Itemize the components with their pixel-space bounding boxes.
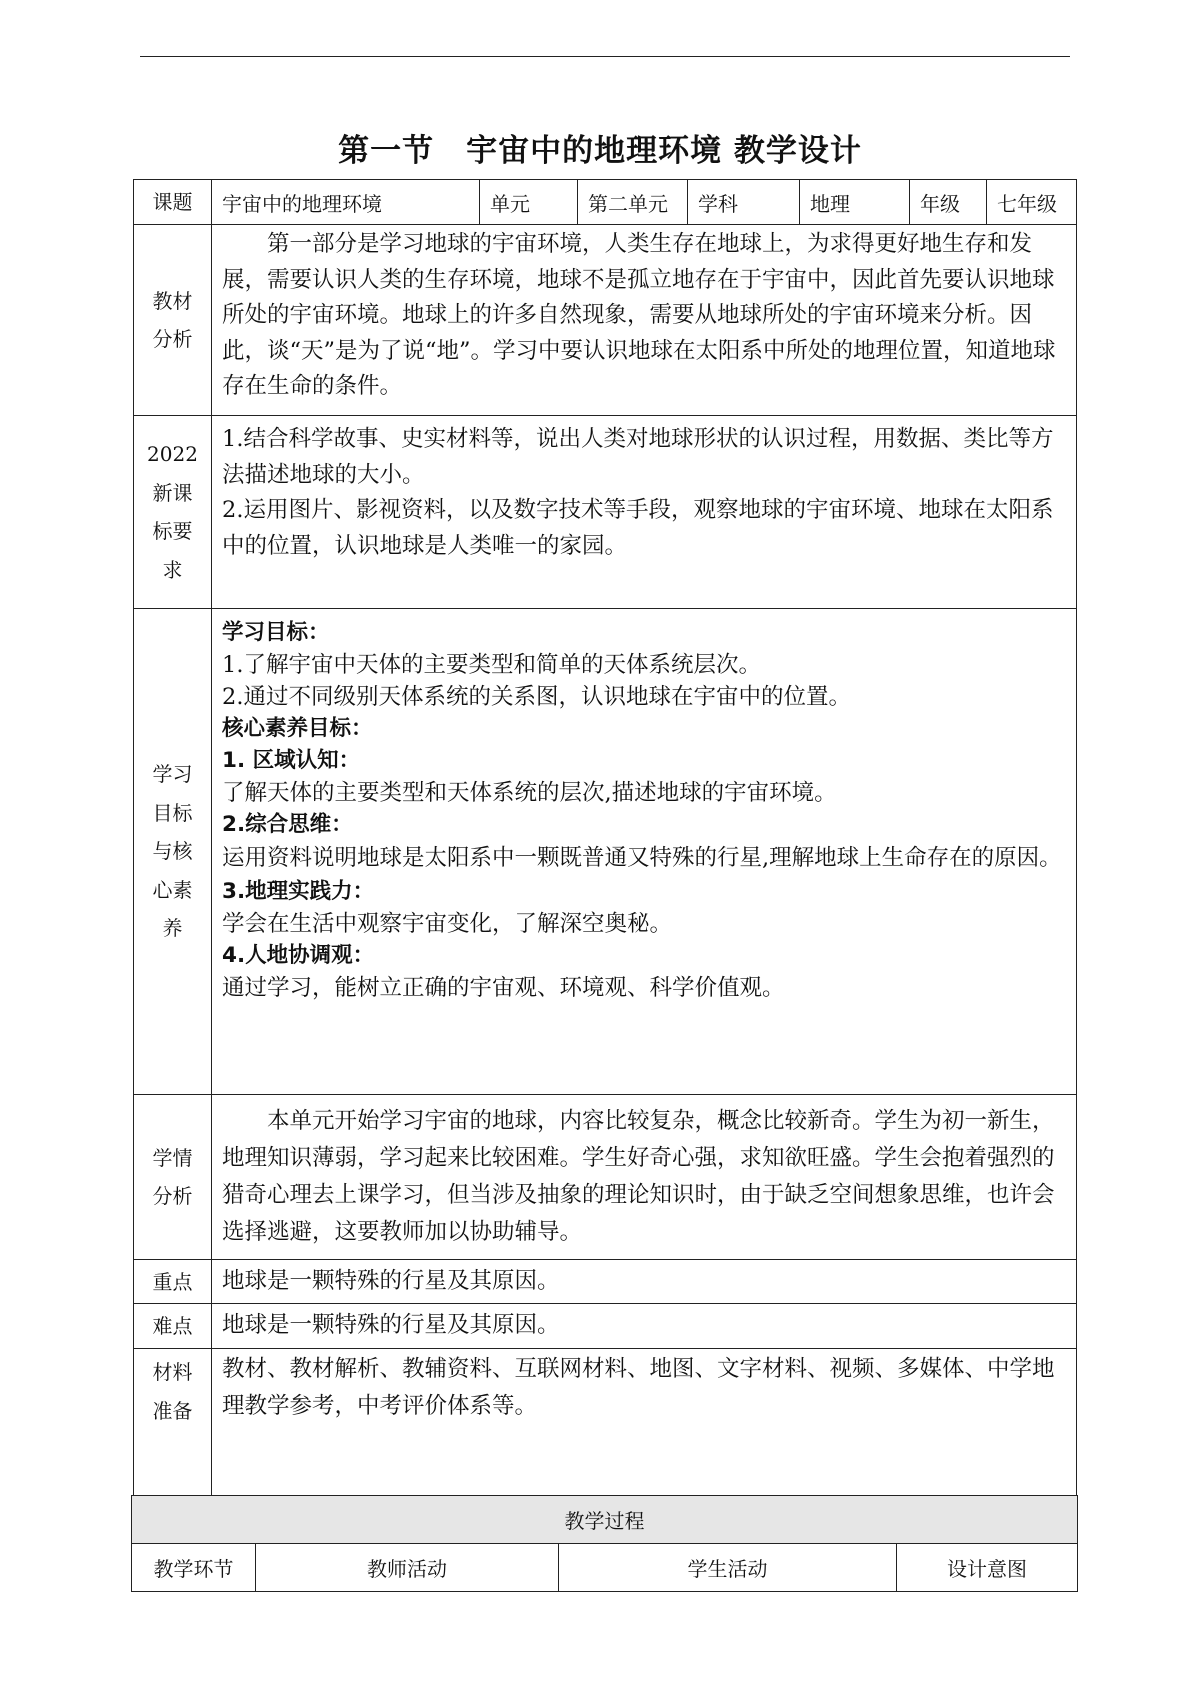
- unit-label: 单元: [480, 180, 578, 225]
- core-item-heading: 4.人地协调观：: [222, 943, 375, 968]
- process-header-stage: 教学环节: [132, 1544, 256, 1592]
- objectives-row: [134, 609, 1077, 1095]
- info-row: [134, 180, 1077, 225]
- process-header-intent: 设计意图: [897, 1544, 1078, 1592]
- teaching-process-table: [131, 1495, 1078, 1592]
- topic-label: 课题: [134, 180, 212, 225]
- curriculum-standards-row: [134, 416, 1077, 609]
- curriculum-standards-text: [212, 416, 1077, 609]
- learning-objective-item: 2.通过不同级别天体系统的关系图，认识地球在宇宙中的位置。: [222, 684, 851, 710]
- textbook-analysis-row: [134, 225, 1077, 416]
- key-point-label: 重点: [134, 1260, 212, 1304]
- process-title-row: [132, 1496, 1078, 1544]
- learning-objective-item: 1.了解宇宙中天体的主要类型和简单的天体系统层次。: [222, 652, 761, 678]
- core-item-heading: 2.综合思维：: [222, 812, 353, 837]
- core-item-text: 通过学习，能树立正确的宇宙观、环境观、科学价值观。: [222, 975, 785, 1001]
- grade-value: 七年级: [987, 180, 1077, 225]
- process-header-row: [132, 1544, 1078, 1592]
- topic-value: 宇宙中的地理环境: [212, 180, 480, 225]
- learning-objectives-heading: 学习目标：: [222, 620, 330, 645]
- key-point-row: [134, 1260, 1077, 1304]
- standard-item: 1.结合科学故事、史实材料等，说出人类对地球形状的认识过程，用数据、类比等方法描述地球的大小。: [222, 426, 1054, 488]
- difficulty-text: 地球是一颗特殊的行星及其原因。: [212, 1304, 1077, 1349]
- key-point-text: 地球是一颗特殊的行星及其原因。: [212, 1260, 1077, 1304]
- subject-value: 地理: [800, 180, 910, 225]
- header-rule: [140, 56, 1070, 57]
- teaching-process-title: 教学过程: [132, 1496, 1078, 1544]
- core-item-heading: 3.地理实践力：: [222, 879, 375, 904]
- grade-label: 年级: [910, 180, 987, 225]
- materials-text: 教材、教材解析、教辅资料、互联网材料、地图、文字材料、视频、多媒体、中学地理教学参考，中考评价体系等。: [212, 1349, 1077, 1504]
- unit-value: 第二单元: [578, 180, 688, 225]
- core-item-text: 了解天体的主要类型和天体系统的层次,描述地球的宇宙环境。: [222, 780, 837, 806]
- student-analysis-text: 本单元开始学习宇宙的地球，内容比较复杂，概念比较新奇。学生为初一新生，地理知识薄弱，学习起来比较困难。学生好奇心强，求知欲旺盛。学生会抱着强烈的猎奇心理去上课学习，但当涉及抽象的理论知识时，由于缺乏空间想象思维，也许会选择逃避，这要教师加以协助辅导。: [212, 1095, 1077, 1260]
- difficulty-label: 难点: [134, 1304, 212, 1349]
- difficulty-row: [134, 1304, 1077, 1349]
- lesson-info-table: [133, 179, 1077, 1504]
- student-analysis-label: 学情 分析: [134, 1095, 212, 1260]
- subject-label: 学科: [688, 180, 800, 225]
- objectives-label: 学习 目标 与核 心素 养: [134, 609, 212, 1095]
- textbook-analysis-label: 教材 分析: [134, 225, 212, 416]
- standard-item: 2.运用图片、影视资料，以及数字技术等手段，观察地球的宇宙环境、地球在太阳系中的位置，认识地球是人类唯一的家园。: [222, 497, 1054, 559]
- curriculum-standards-label: 2022 新课 标要 求: [134, 416, 212, 609]
- core-item-text: 学会在生活中观察宇宙变化，了解深空奥秘。: [222, 911, 673, 937]
- student-analysis-row: [134, 1095, 1077, 1260]
- process-header-teacher: 教师活动: [256, 1544, 559, 1592]
- materials-row: [134, 1349, 1077, 1504]
- process-header-student: 学生活动: [559, 1544, 897, 1592]
- core-item-text: 运用资料说明地球是太阳系中一颗既普通又特殊的行星,理解地球上生命存在的原因。: [222, 845, 1062, 871]
- textbook-analysis-text: 第一部分是学习地球的宇宙环境，人类生存在地球上，为求得更好地生存和发展，需要认识人类的生存环境，地球不是孤立地存在于宇宙中，因此首先要认识地球所处的宇宙环境。地球上的许多自然现象，需要从地球所处的宇宙环境来分析。因此，谈“天”是为了说“地”。学习中要认识地球在太阳系中所处的地理位置，知道地球存在生命的条件。: [212, 225, 1077, 416]
- materials-label: 材料 准备: [134, 1349, 212, 1504]
- objectives-text: [212, 609, 1077, 1095]
- page-title: 第一节 宇宙中的地理环境 教学设计: [338, 133, 862, 169]
- core-item-heading: 1. 区域认知：: [222, 748, 361, 773]
- core-literacy-heading: 核心素养目标：: [222, 716, 373, 741]
